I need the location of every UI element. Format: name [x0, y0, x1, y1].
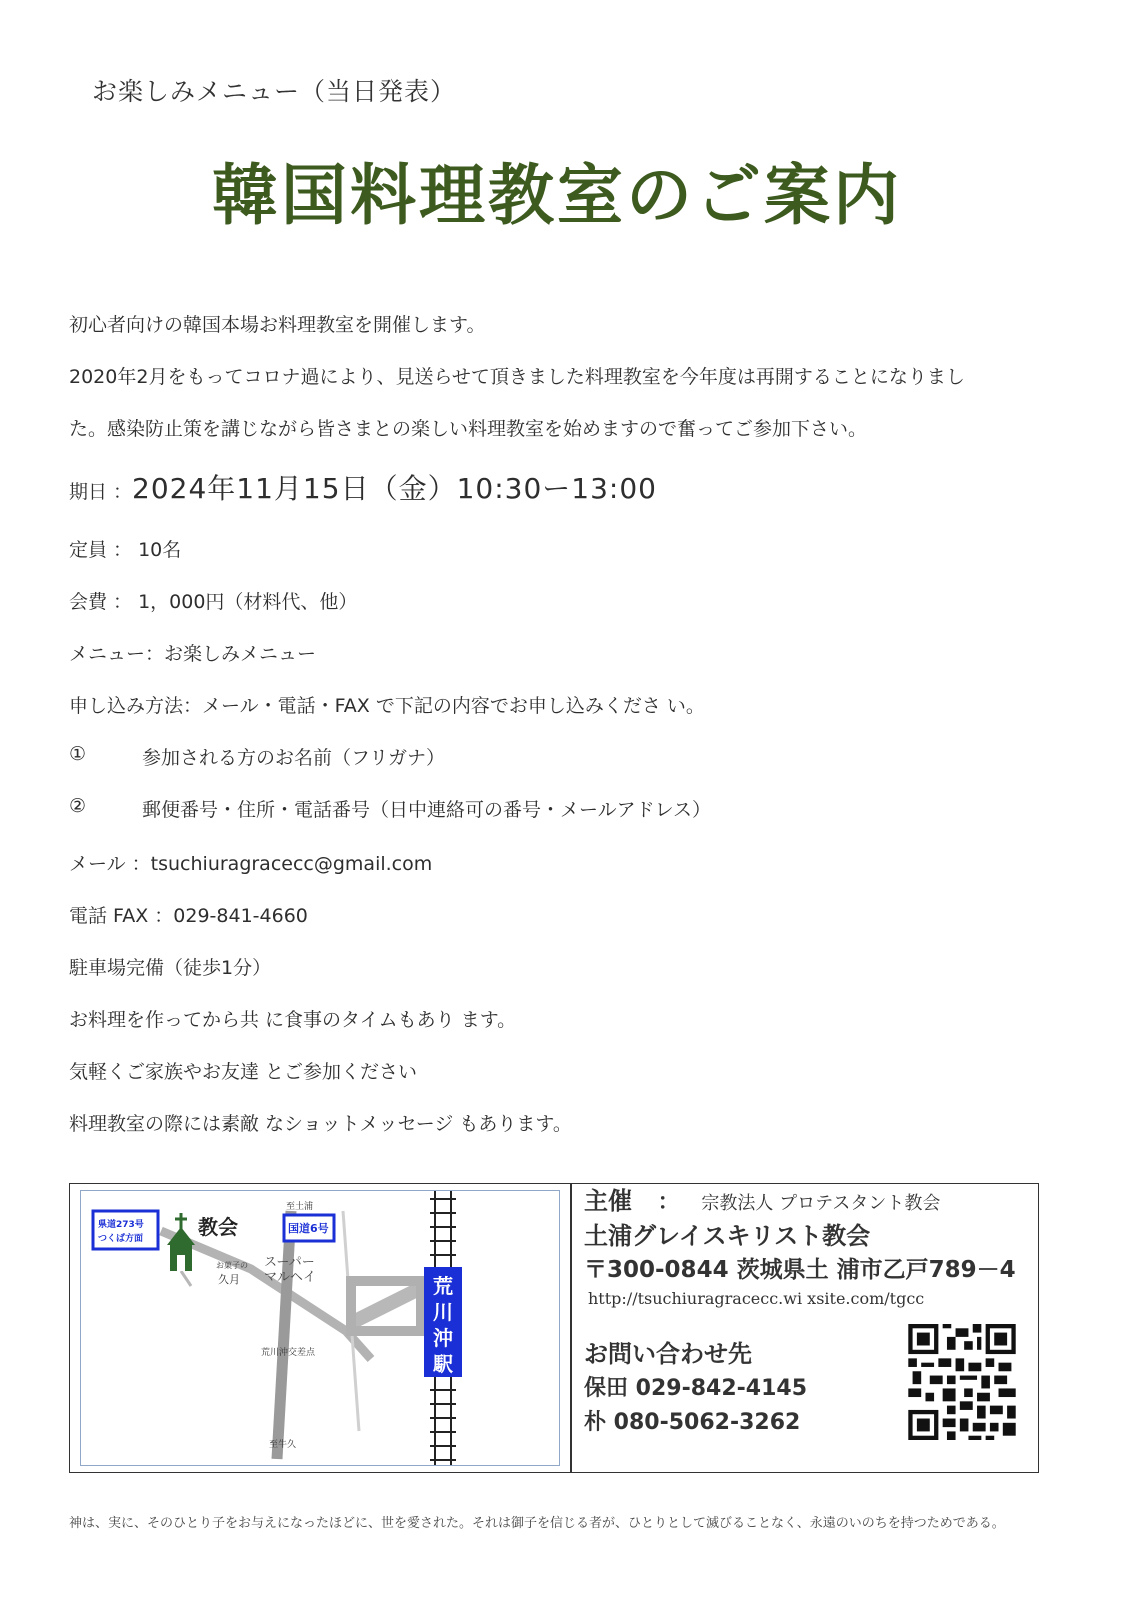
intro-line-2: 2020年2月をもってコロナ過により、見送らせて頂きました料理教室を今年度は再開することになりまし — [69, 366, 965, 388]
map-road-church-spur — [181, 1271, 191, 1286]
capacity: 定員 ： 10名 — [69, 539, 182, 561]
intro-line-1: 初心者向けの韓国本場お料理教室を開催します。 — [69, 314, 486, 336]
organizer-type: 宗教法人 プロテスタント教会 — [701, 1193, 941, 1214]
access-map — [80, 1190, 560, 1466]
contact-yasuda: 保田 029-842-4145 — [584, 1376, 807, 1401]
item-text: 郵便番号・住所・電話番号（日中連絡可の番号・メールアドレス） — [142, 799, 712, 821]
svg-text:駅: 駅 — [433, 1352, 453, 1376]
contact-label: お問い合わせ先 — [584, 1340, 752, 1368]
intersection-label: 荒川沖交差点 — [261, 1348, 316, 1358]
apply-item-1 — [69, 743, 446, 769]
to-tsuchiura-label: 至土浦 — [286, 1202, 314, 1212]
event-date — [69, 467, 657, 507]
svg-text:荒: 荒 — [433, 1274, 453, 1298]
email-line: メール ：tsuchiuragracecc@gmail.com — [69, 853, 433, 875]
contact-park: 朴 080-5062-3262 — [584, 1410, 801, 1435]
message-note: 料理教室の際には素敵 なショットメッセージ もあります。 — [69, 1113, 572, 1135]
item-number: ① — [69, 743, 87, 765]
website-url: http://tsuchiuragracecc.wi xsite.com/tgcc — [588, 1289, 925, 1308]
phone-fax-line: 電話 FAX ：029-841-4660 — [69, 905, 308, 927]
station-box — [424, 1267, 462, 1377]
meal-note: お料理を作ってから共 に食事のタイムもあり ます。 — [69, 1009, 517, 1031]
organizer-line — [584, 1181, 940, 1216]
info-divider — [570, 1184, 572, 1472]
bible-verse: 神は、実に、そのひとり子をお与えになったほどに、世を愛された。それは御子を信じる者が、ひとりとして滅びることなく、永遠のいのちを持つためである。 — [69, 1516, 1005, 1531]
apply-item-2 — [69, 795, 712, 821]
svg-text:沖: 沖 — [433, 1326, 453, 1350]
svg-text:川: 川 — [433, 1300, 453, 1324]
organizer-colon: ： — [657, 1190, 680, 1215]
date-label: 期日 ： — [69, 481, 133, 503]
okashi-label: お菓子の — [216, 1261, 248, 1270]
kuzuki-label: 久月 — [218, 1273, 240, 1286]
invite-note: 気軽くご家族やお友達 とご参加ください — [69, 1061, 418, 1083]
page-title: 韓国料理教室のご案内 — [212, 157, 902, 234]
route273-direction: つくば方面 — [98, 1234, 144, 1244]
menu: メニュー：お楽しみメニュー — [69, 643, 317, 665]
to-ushiku-label: 至牛久 — [269, 1440, 297, 1450]
map-road-route6 — [277, 1211, 291, 1459]
subtitle: お楽しみメニュー（当日発表） — [92, 77, 457, 106]
route273-label: 県道273号 — [98, 1220, 144, 1230]
supermarket-name: マルヘイ — [264, 1270, 317, 1285]
info-box — [69, 1183, 1039, 1473]
organizer-label: 主催 — [584, 1187, 632, 1215]
church-icon — [167, 1213, 195, 1271]
address: 〒300-0844 茨城県土 浦市乙戸789－4 — [584, 1257, 1016, 1283]
parking: 駐車場完備（徒歩1分） — [69, 957, 272, 979]
date-value: 2024年11月15日（金）10:30ー13:00 — [132, 472, 657, 505]
item-text: 参加される方のお名前（フリガナ） — [142, 747, 446, 769]
route6-label: 国道6号 — [288, 1222, 329, 1235]
apply-method: 申し込み方法：メール・電話・FAX で下記の内容でお申し込みくださ い。 — [69, 695, 705, 717]
intro-line-3: た。感染防止策を講じながら皆さまとの楽しい料理教室を始めますので奮ってご参加下さい。 — [69, 418, 868, 440]
item-number: ② — [69, 795, 87, 817]
church-label: 教会 — [198, 1215, 238, 1239]
map-road-network — [161, 1211, 431, 1459]
supermarket-label: スーパー — [264, 1255, 315, 1270]
qr-code-icon — [908, 1324, 1016, 1440]
church-name: 土浦グレイスキリスト教会 — [584, 1222, 871, 1250]
fee: 会費 ： 1，000円（材料代、他） — [69, 591, 358, 613]
